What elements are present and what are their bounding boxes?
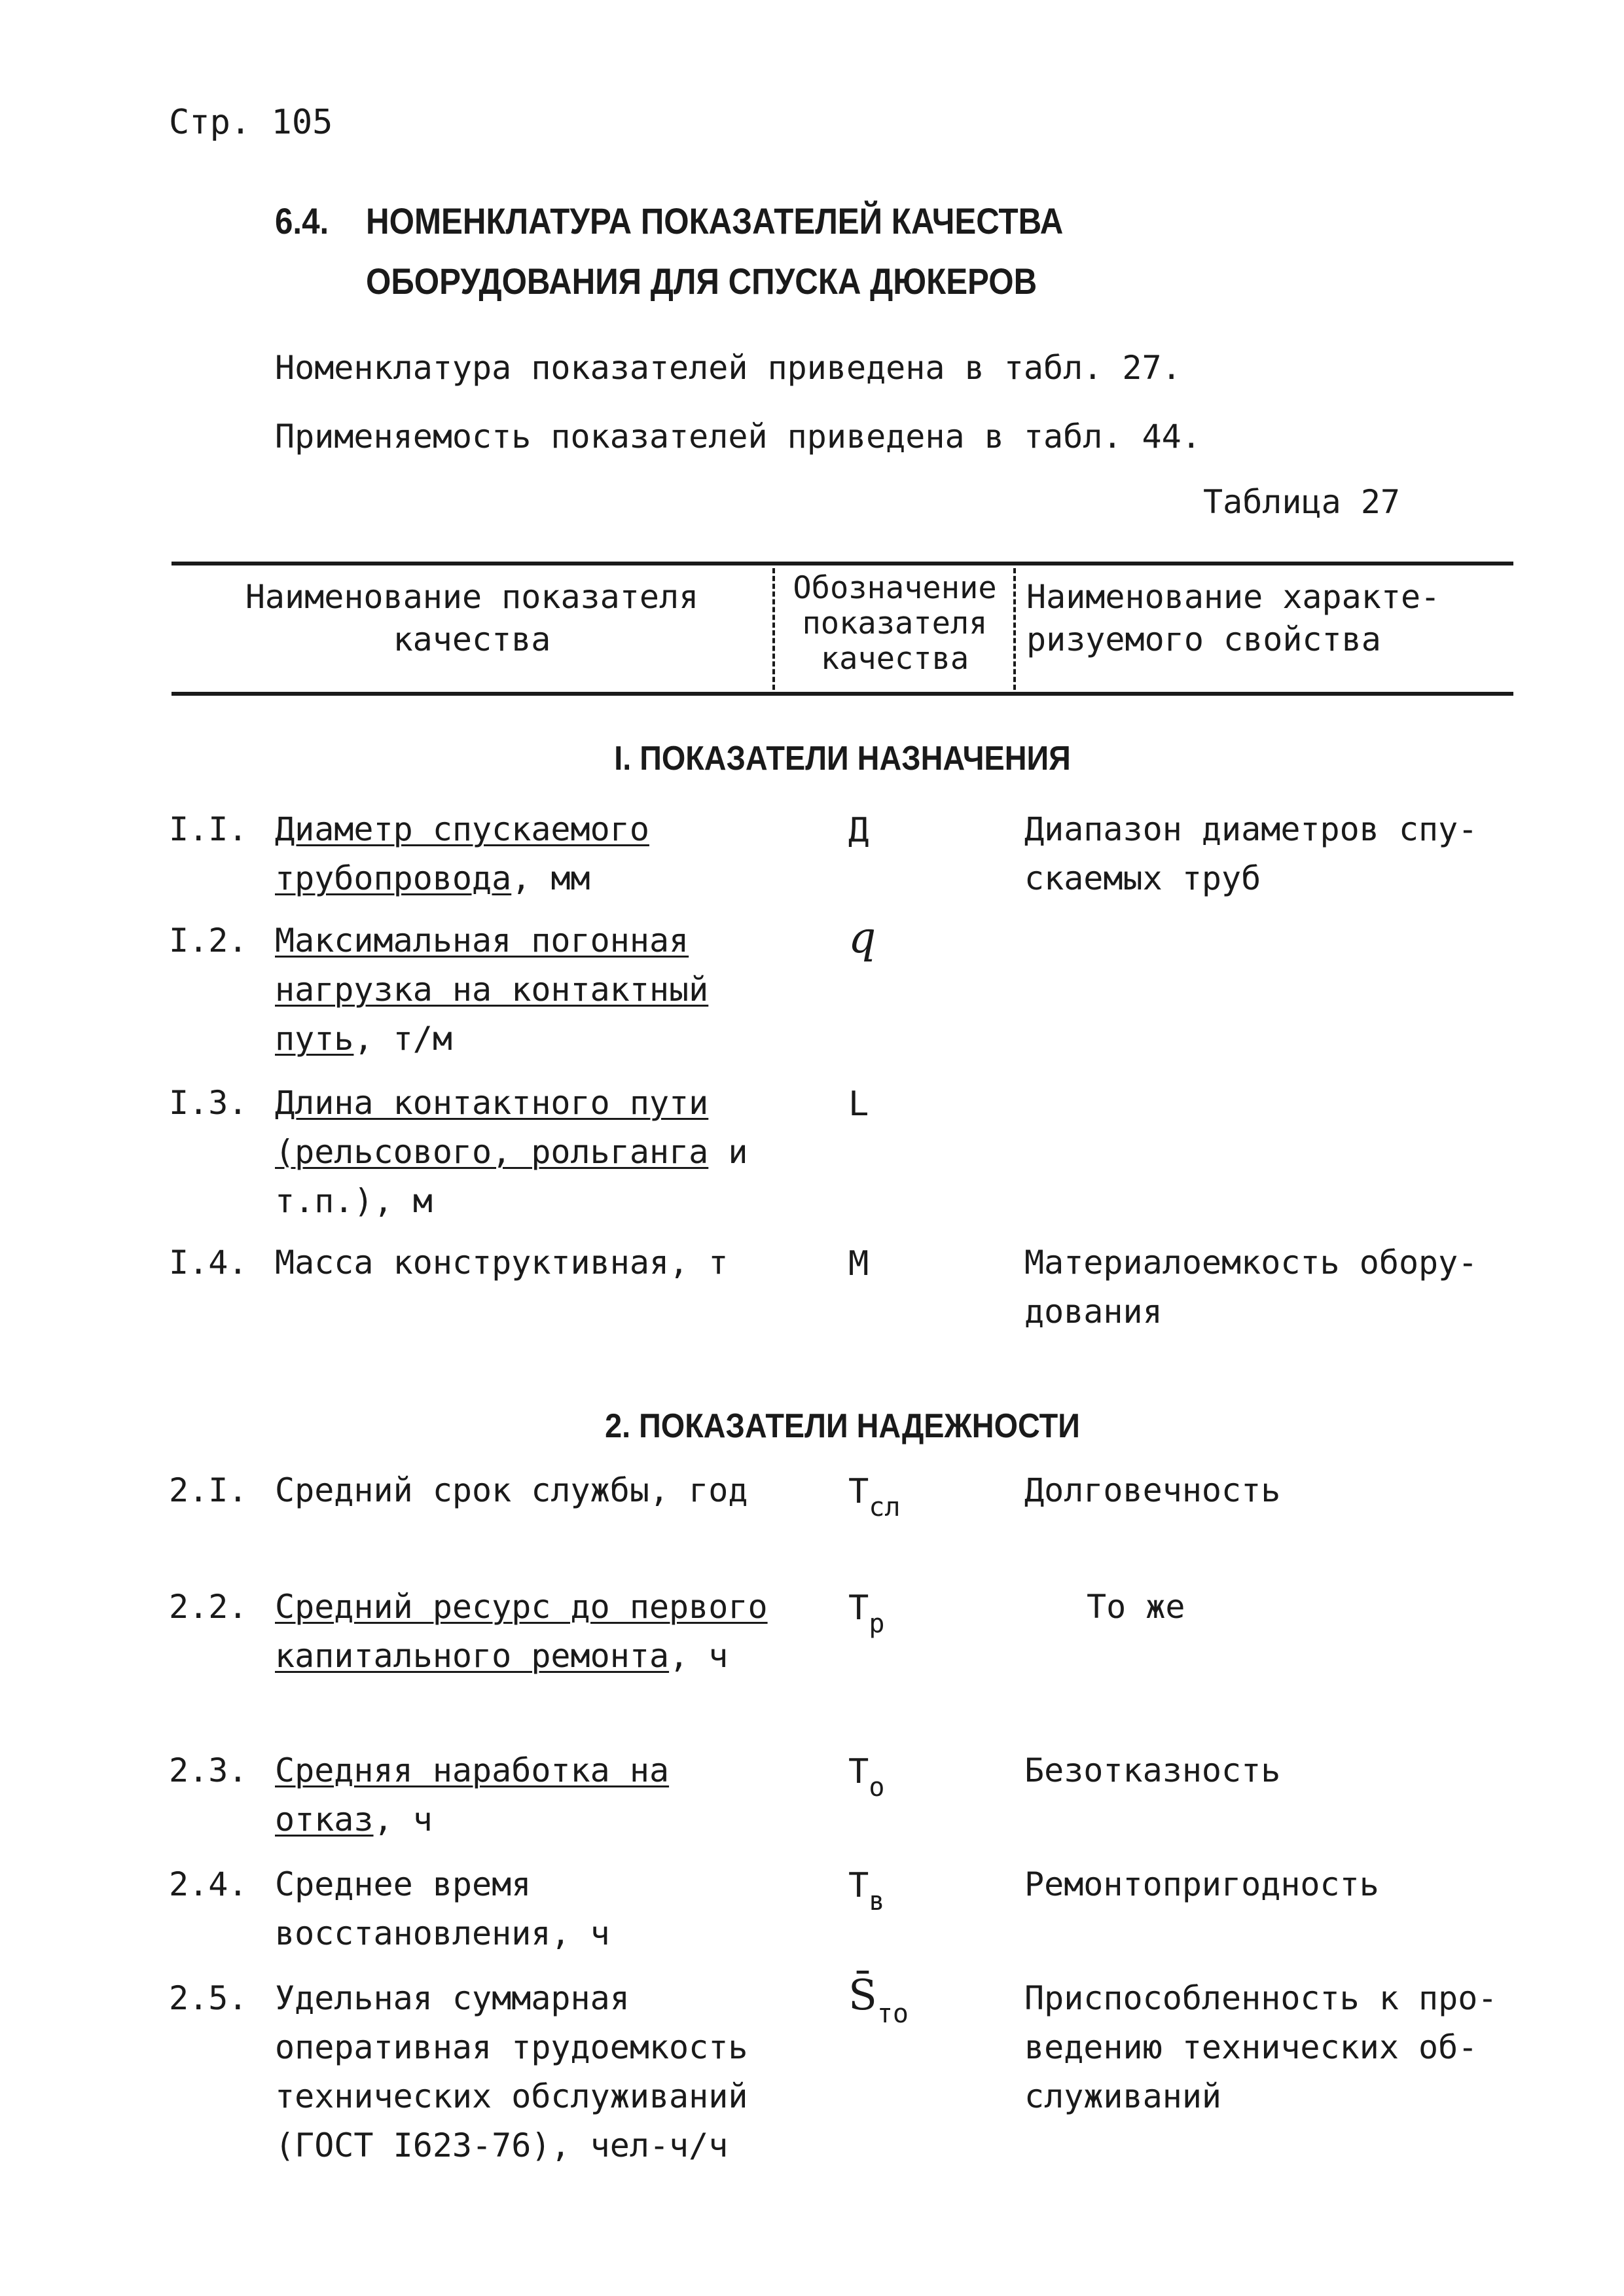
row-name-unit: Масса конструктивная, т [275,1244,729,1282]
header-name [171,576,772,661]
row-indicator-name [275,1466,772,1515]
section-title-line1: НОМЕНКЛАТУРА ПОКАЗАТЕЛЕЙ КАЧЕСТВА [366,200,1064,242]
row-name-underlined: Максимальная погонная нагрузка на контактный путь [275,922,709,1058]
row-number: I.2. [169,922,248,960]
symbol-subscript: р [869,1609,885,1639]
row-name-unit: Средний срок службы, год [275,1471,748,1509]
header-name-text: Наименование показателя качества [245,578,699,658]
row-name-unit: , ч [669,1637,729,1675]
section-title-line2: ОБОРУДОВАНИЯ ДЛЯ СПУСКА ДЮКЕРОВ [366,260,1038,302]
header-property-text: Наименование характе- ризуемого свойства [1026,578,1441,658]
row-property: Материалоемкость обору- дования [1024,1244,1478,1331]
group-title-purpose: I. ПОКАЗАТЕЛИ НАЗНАЧЕНИЯ [614,740,1071,778]
header-property [1026,576,1485,661]
symbol-base: Т [848,1472,869,1511]
table-header-rule [171,692,1513,696]
row-name-underlined: Средний ресурс до первого капитального ремонта [275,1588,768,1675]
row-number: 2.I. [169,1471,248,1509]
row-name-unit: , т/м [353,1020,452,1058]
row-symbol [848,1860,979,1921]
row-symbol [848,912,979,966]
symbol-subscript: о [869,1772,885,1803]
row-name-underlined: Длина контактного пути (рельсового, рольганга [275,1084,709,1171]
intro-line-applicability: Применяемость показателей приведена в табл. 44. [275,418,1201,456]
row-symbol [848,1466,979,1527]
row-number: 2.2. [169,1588,248,1626]
row-symbol [848,1746,979,1807]
page-number: Стр. 105 [169,103,333,142]
row-indicator-name [275,916,772,1064]
row-indicator-name [275,1974,772,2170]
row-indicator-name [275,1583,772,1681]
row-indicator-name [275,1860,772,1958]
row-property: Долговечность [1024,1471,1281,1509]
intro-line-nomenclature: Номенклатура показателей приведена в табл. 27. [275,349,1182,387]
row-name-unit: и т.п.), м [275,1133,748,1220]
row-property: Безотказность [1024,1751,1281,1789]
table-label: Таблица 27 [1203,483,1401,521]
row-indicator-name [275,1746,772,1844]
row-indicator-name [275,805,772,903]
row-number: I.3. [169,1084,248,1122]
row-number: 2.5. [169,1979,248,2017]
symbol-base: М [848,1244,869,1283]
header-column-divider [1013,568,1016,690]
row-symbol [848,1238,979,1289]
row-symbol [848,1079,979,1130]
group-title-reliability: 2. ПОКАЗАТЕЛИ НАДЕЖНОСТИ [605,1407,1080,1445]
row-symbol [848,805,979,856]
symbol-base: Т [848,1588,869,1628]
row-name-unit: Удельная суммарная оперативная трудоемкость технических обслуживаний (ГОСТ I623-76), чел-ч/ч [275,1979,748,2164]
section-title [275,191,1254,312]
row-number: I.I. [169,810,248,848]
table-top-rule [171,562,1513,565]
row-name-unit: Среднее время восстановления, ч [275,1865,610,1952]
row-indicator-name [275,1238,772,1287]
row-property: То же [1087,1588,1185,1626]
symbol-base: Т [848,1752,869,1791]
row-indicator-name [275,1079,772,1226]
row-number: 2.4. [169,1865,248,1903]
row-number: I.4. [169,1244,248,1282]
row-property: Приспособленность к про- ведению технических об- служиваний [1024,1979,1498,2115]
symbol-base: L [848,1085,869,1124]
symbol-subscript: в [869,1886,885,1916]
symbol-base: Д [848,811,869,850]
symbol-base: S̄ [848,1971,877,2020]
row-name-underlined: Диаметр спускаемого трубопровода [275,810,649,897]
header-column-divider [772,568,775,690]
section-number: 6.4. [275,200,329,242]
row-number: 2.3. [169,1751,248,1789]
row-symbol [848,1971,979,2034]
row-property: Диапазон диаметров спу- скаемых труб [1024,810,1478,897]
header-symbol-text: Обозначение показателя качества [793,570,997,677]
symbol-base: Т [848,1866,869,1905]
row-name-underlined: Средняя наработка на отказ [275,1751,670,1839]
row-name-unit: , ч [373,1801,433,1839]
symbol-base: q [848,912,876,963]
symbol-subscript: то [876,1999,909,2029]
row-name-unit: , мм [511,859,590,897]
row-property: Ремонтопригодность [1024,1865,1379,1903]
header-symbol [776,571,1013,677]
symbol-subscript: сл [869,1492,901,1522]
row-symbol [848,1583,979,1643]
